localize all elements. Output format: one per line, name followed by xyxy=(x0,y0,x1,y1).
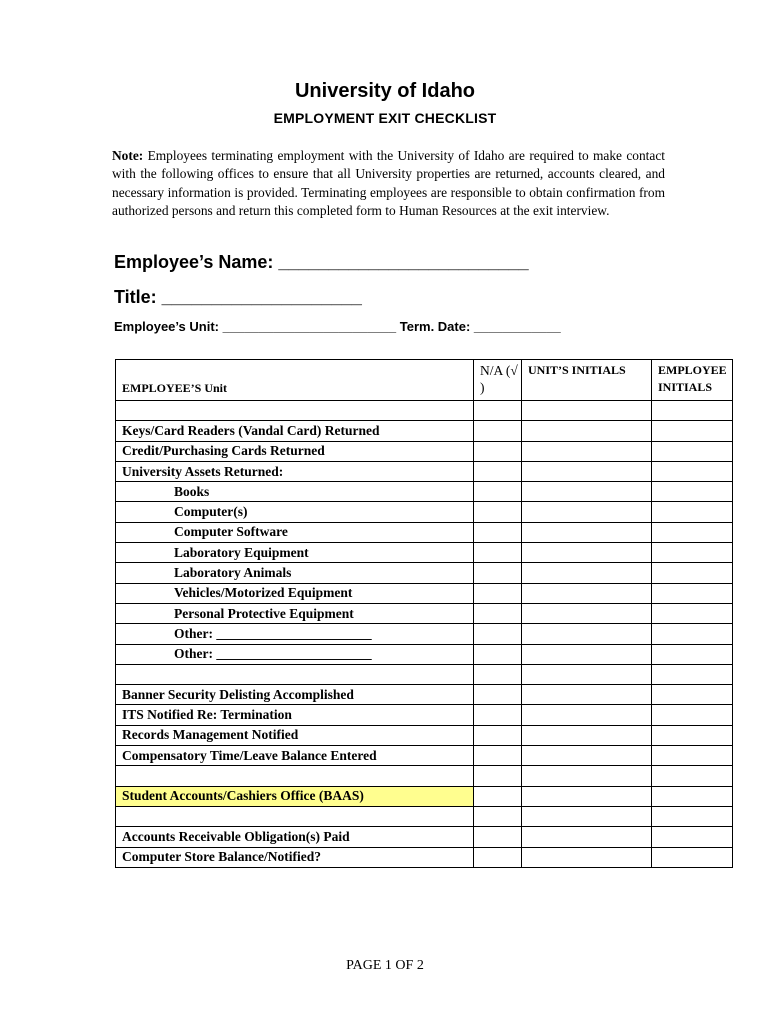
table-row xyxy=(116,786,733,806)
page-number: PAGE 1 OF 2 xyxy=(346,958,424,973)
exit-checklist-table xyxy=(115,359,733,868)
item-label: University Assets Returned: xyxy=(116,461,474,481)
table-row xyxy=(116,847,733,867)
table-row xyxy=(116,441,733,461)
col-header-na: N/A (√ ) xyxy=(474,360,522,401)
item-label: Keys/Card Readers (Vandal Card) Returned xyxy=(116,421,474,441)
item-label[interactable]: Other: _______________________ xyxy=(116,624,474,644)
employee-name-field[interactable]: Employee’s Name: _________________________ xyxy=(114,252,529,272)
table-row xyxy=(116,401,733,421)
note-paragraph xyxy=(112,147,665,220)
table-row xyxy=(116,563,733,583)
note-label: Note: xyxy=(112,148,144,163)
table-row xyxy=(116,502,733,522)
item-label: Computer(s) xyxy=(116,502,474,522)
table-row xyxy=(116,766,733,786)
item-label: Books xyxy=(116,482,474,502)
table-row xyxy=(116,705,733,725)
table-row xyxy=(116,664,733,684)
item-label: ITS Notified Re: Termination xyxy=(116,705,474,725)
document-subtitle: EMPLOYMENT EXIT CHECKLIST xyxy=(273,110,497,126)
table-row xyxy=(116,522,733,542)
table-row xyxy=(116,806,733,826)
item-label: Records Management Notified xyxy=(116,725,474,745)
table-row xyxy=(116,482,733,502)
table-row xyxy=(116,603,733,623)
item-label: Computer Store Balance/Notified? xyxy=(116,847,474,867)
table-row xyxy=(116,746,733,766)
item-label: Credit/Purchasing Cards Returned xyxy=(116,441,474,461)
item-label: Compensatory Time/Leave Balance Entered xyxy=(116,746,474,766)
item-label: Laboratory Animals xyxy=(116,563,474,583)
table-header-row xyxy=(116,360,733,401)
col-header-units-initials: UNIT’S INITIALS xyxy=(522,360,652,401)
item-label: Vehicles/Motorized Equipment xyxy=(116,583,474,603)
table-row xyxy=(116,685,733,705)
document-title: University of Idaho xyxy=(294,80,476,102)
item-label: Laboratory Equipment xyxy=(116,543,474,563)
table-row xyxy=(116,461,733,481)
term-date-field[interactable]: Term. Date: ____________ xyxy=(399,319,561,334)
item-label: Personal Protective Equipment xyxy=(116,603,474,623)
employee-unit-field[interactable]: Employee’s Unit: ________________________ xyxy=(114,319,397,334)
unit-and-date-line xyxy=(114,319,561,334)
item-label: Banner Security Delisting Accomplished xyxy=(116,685,474,705)
title-field[interactable]: Title: ____________________ xyxy=(114,287,362,307)
section-heading-student-accounts: Student Accounts/Cashiers Office (BAAS) xyxy=(116,786,474,806)
table-row xyxy=(116,421,733,441)
col-header-unit: EMPLOYEE’S Unit xyxy=(116,360,474,401)
note-text: Employees terminating employment with the University of Idaho are required to make contact with the following offices to ensure that all University properties are returned, accounts cleared, and necessary information is provided. Terminating employees are responsible to obtain confirmation from authorized persons and return this completed form to Human Resources at the exit interview. xyxy=(112,148,665,218)
item-label: Computer Software xyxy=(116,522,474,542)
table-row xyxy=(116,543,733,563)
item-label[interactable]: Other: _______________________ xyxy=(116,644,474,664)
col-header-employee-initials: EMPLOYEE INITIALS xyxy=(652,360,733,401)
table-row xyxy=(116,624,733,644)
table-row xyxy=(116,644,733,664)
item-label: Accounts Receivable Obligation(s) Paid xyxy=(116,827,474,847)
table-row xyxy=(116,583,733,603)
table-row xyxy=(116,725,733,745)
table-row xyxy=(116,827,733,847)
